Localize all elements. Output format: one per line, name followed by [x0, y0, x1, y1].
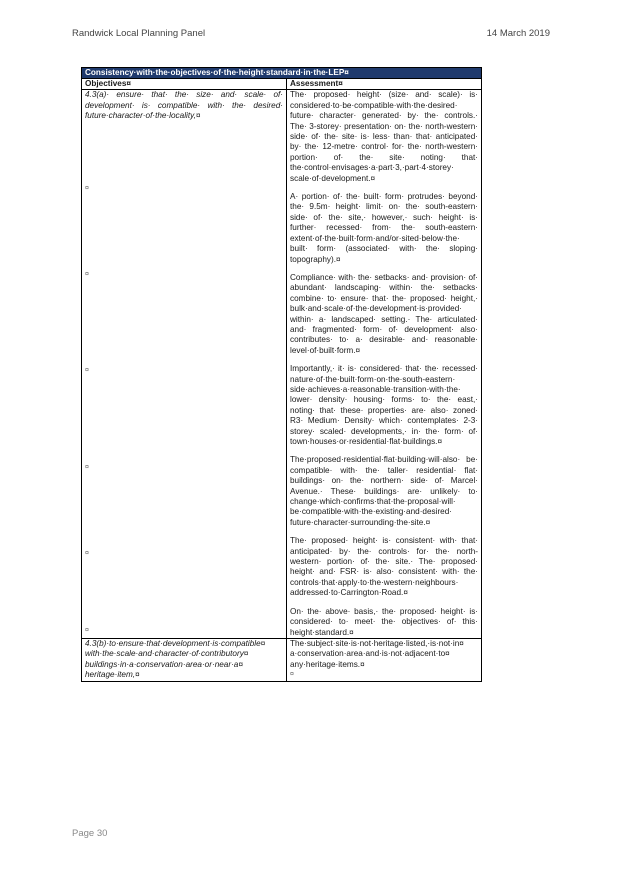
assessment-paragraph: On· the· above· basis,· the· proposed· height· is· considered· to· meet· the· objectives· of· this· height·standard.¤ [290, 606, 479, 637]
running-header-title: Randwick Local Planning Panel [72, 28, 206, 39]
cell-end-mark: ¤ [85, 184, 89, 192]
cell-end-mark: ¤ [290, 671, 294, 679]
assessment-paragraph: A· portion· of· the· built· form· protrudes· beyond· the· 9.5m· height· limit· on· the· south-eastern· side· of· the· site,· however,· such· height· is· further· recessed· from· the· south-eastern· extent·of·the·built·form·and/or·sited·below·the· built· form· (associated· with· the· sloping· topography).¤ [290, 192, 479, 264]
table-row [82, 638, 482, 681]
assessment-cell [287, 638, 482, 681]
assessment-paragraph: The·subject·site·is·not·heritage·listed,·is·not·in¤ a·conservation·area·and·is·not·adjacent·to¤ any·heritage·items.¤ [290, 638, 464, 669]
table-title-row [82, 68, 482, 79]
objective-cell [82, 90, 287, 639]
objective-text: 4.3(a)· ensure· that· the· size· and· scale· of· development· is· compatible· with· the· desired· future·character·of·the·locality,¤ [85, 90, 283, 121]
assessment-paragraph: Compliance· with· the· setbacks· and· provision· of· abundant· landscaping· within· the· setbacks· combine· to· ensure· that· the· proposed· height,· bulk·and·scale·of·the·development·is·provided· within· a· landscaped· setting.· The· articulated· and· fragmented· form· of· development· also· contributes· to· a· desirable· and· reasonable· level·of·built·form.¤ [290, 272, 479, 355]
assessment-paragraph: The·proposed·residential·flat·building·will·also· be· compatible· with· the· taller· residential· flat· buildings· on· the· northern· side· of· Marcel· Avenue.· These· buildings· are· unlikely· to· change·which·confirms·that·the·proposal·will· be·compatible·with·the·existing·and·desired· future·character·surrounding·the·site.¤ [290, 455, 479, 527]
assessment-paragraph: Importantly,· it· is· considered· that· the· recessed· nature·of·the·built·form·on·the·south-eastern· side·achieves·a·reasonable·transition·with·the· lower· density· housing· forms· to· the· east,· noting· that· these· properties· are· also· zoned· R3· Medium· Density· which· contemplates· 2-3· storey· scaled· developments,· in· the· form· of· town·houses·or·residential·flat·buildings.¤ [290, 364, 479, 446]
column-header-objectives: Objectives¤ [82, 79, 287, 90]
cell-end-mark: ¤ [85, 550, 89, 558]
table-title: Consistency·with·the·objectives·of·the·height·standard·in·the·LEP¤ [82, 68, 482, 79]
table-row [82, 90, 482, 639]
objective-text: 4.3(b)·to·ensure·that·development·is·compatible¤ with·the·scale·and·character·of·contributory¤ buildings·in·a·conservation·area·or·near·a¤ heritage·item,¤ [85, 638, 266, 680]
page-number: Page 30 [72, 828, 108, 839]
cell-end-mark: ¤ [85, 271, 89, 279]
assessment-paragraph: The· proposed· height· is· consistent· with· that· anticipated· by· the· controls· for· the· north-western· portion· of· the· site.· The· proposed· height· and· FSR· is· also· consistent· with· the· controls·that·apply·to·the·western·neighbours· addressed·to·Carrington·Road.¤ [290, 536, 479, 598]
cell-end-mark: ¤ [85, 463, 89, 471]
cell-end-mark: ¤ [85, 626, 89, 634]
assessment-cell [287, 90, 482, 639]
cell-end-mark: ¤ [85, 367, 89, 375]
objective-cell [82, 638, 287, 681]
column-header-assessment: Assessment¤ [287, 79, 482, 90]
table-header-row [82, 79, 482, 90]
assessment-paragraph: The· proposed· height· (size· and· scale)· is· considered·to·be·compatible·with·the·desired· future· character· generated· by· the· controls.· The· 3-storey· presentation· on· the· north-western· side· of· the· site· is· less· than· that· anticipated· by· the· 12-metre· control· for· the· north-western· portion· of· the· site· noting· that· the·control·envisages·a·part·3,·part·4·storey· scale·of·development.¤ [290, 90, 479, 183]
height-standard-table [81, 67, 482, 682]
running-header-date: 14 March 2019 [486, 28, 550, 39]
